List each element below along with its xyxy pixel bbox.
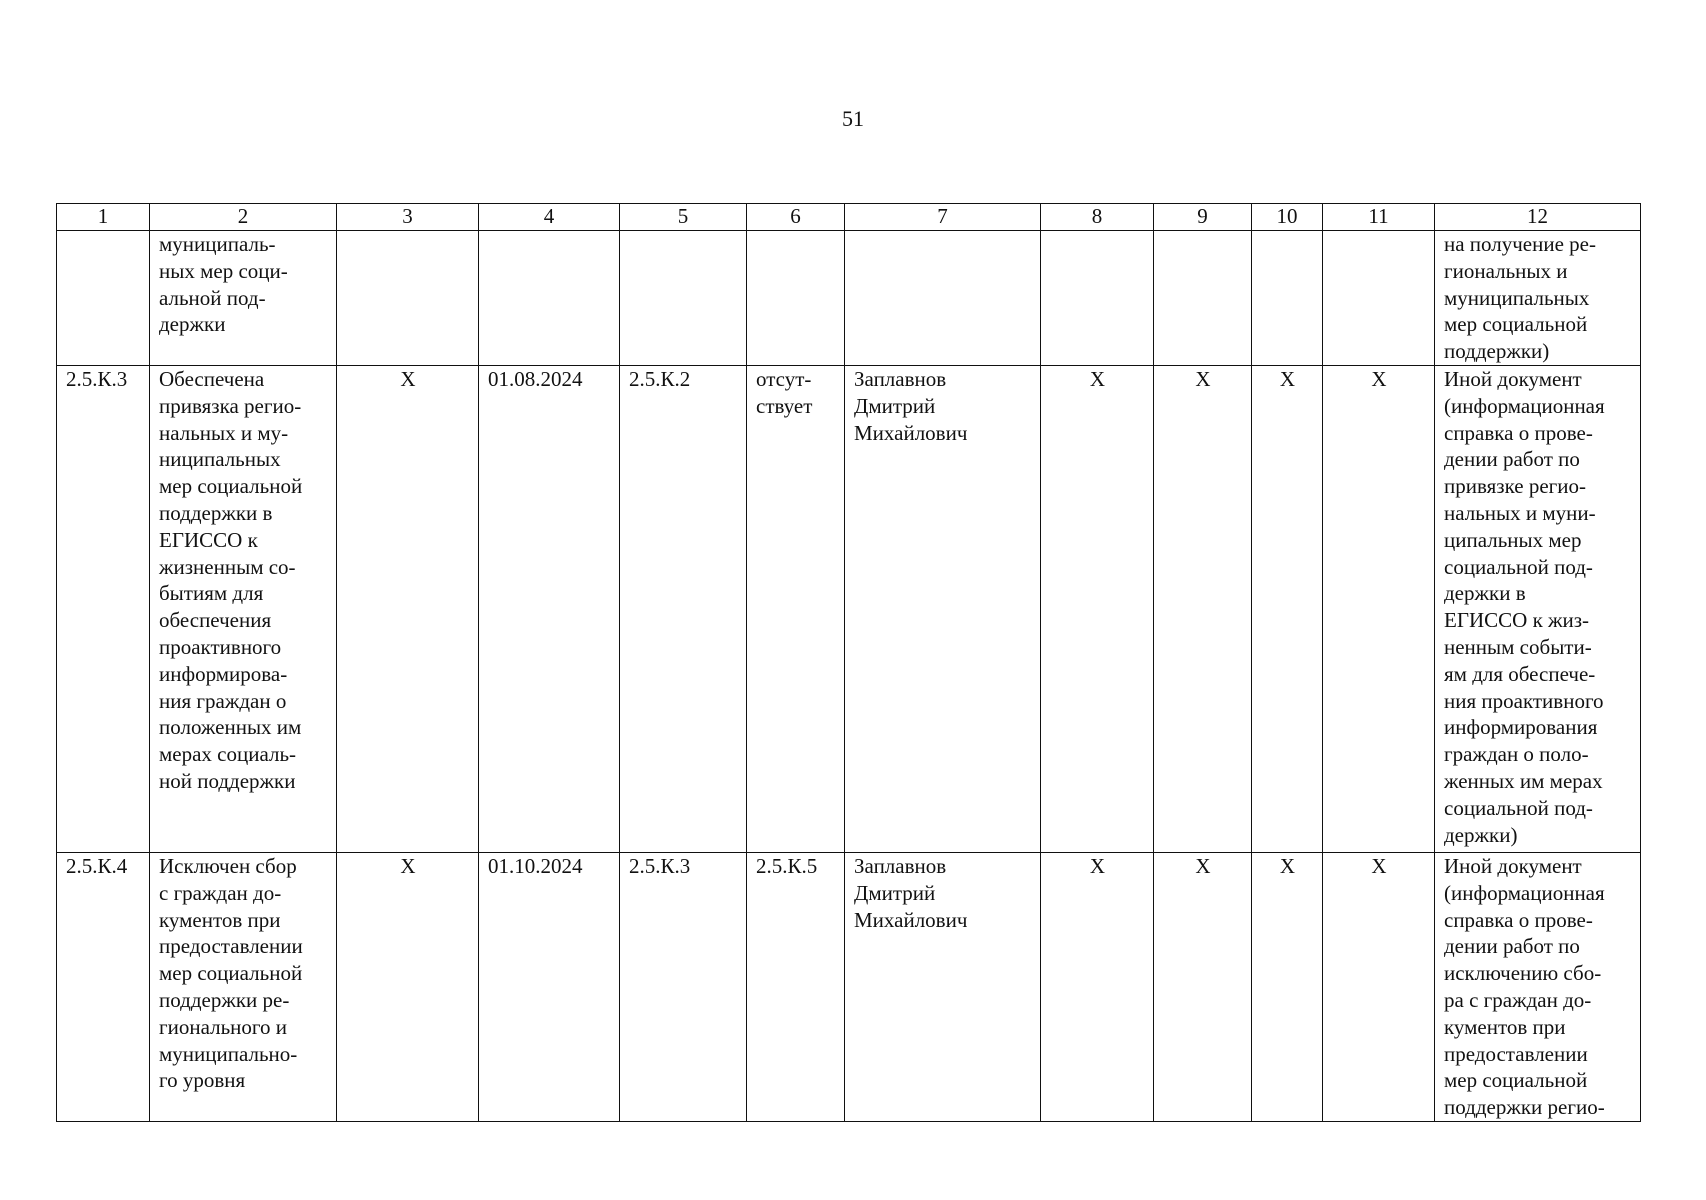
cell-predecessor: 2.5.К.3 xyxy=(620,853,747,1122)
cell-col3: Х xyxy=(337,853,479,1122)
header-row xyxy=(57,204,1641,231)
cell-document: Иной документ (информационная справка о прове- дении работ по исключению сбо- ра с граждан до- кументов при предоставлении мер социальной поддержки регио- xyxy=(1435,853,1641,1122)
cell-col8 xyxy=(1041,231,1154,366)
cell-title: Исключен сбор с граждан до- кументов при предоставлении мер социальной поддержки ре- гионального и муниципально- го уровня xyxy=(150,853,337,1122)
cell-col10: Х xyxy=(1252,853,1323,1122)
cell-date: 01.08.2024 xyxy=(479,366,620,853)
cell-successor xyxy=(747,231,845,366)
column-header: 10 xyxy=(1252,204,1323,231)
cell-id: 2.5.К.4 xyxy=(57,853,150,1122)
cell-successor: 2.5.К.5 xyxy=(747,853,845,1122)
table-row xyxy=(57,366,1641,853)
cell-col3 xyxy=(337,231,479,366)
column-header: 5 xyxy=(620,204,747,231)
cell-col8: Х xyxy=(1041,366,1154,853)
cell-title: муниципаль- ных мер соци- альной под- держки xyxy=(150,231,337,366)
table-row xyxy=(57,853,1641,1122)
cell-col9 xyxy=(1154,231,1252,366)
column-header: 2 xyxy=(150,204,337,231)
column-header: 9 xyxy=(1154,204,1252,231)
cell-document: Иной документ (информационная справка о прове- дении работ по привязке регио- нальных и муни- ципальных мер социальной под- держки в ЕГИССО к жиз- ненным событи- ям для обеспече- ния проактивного информирования граждан о поло- женных им мерах социальной под- держки) xyxy=(1435,366,1641,853)
cell-responsible: Заплавнов Дмитрий Михайлович xyxy=(845,853,1041,1122)
column-header: 11 xyxy=(1323,204,1435,231)
table-row xyxy=(57,231,1641,366)
column-header: 6 xyxy=(747,204,845,231)
page-number: 51 xyxy=(842,106,864,131)
cell-col11 xyxy=(1323,231,1435,366)
cell-responsible: Заплавнов Дмитрий Михайлович xyxy=(845,366,1041,853)
cell-document: на получение ре- гиональных и муниципальных мер социальной поддержки) xyxy=(1435,231,1641,366)
cell-col11: Х xyxy=(1323,853,1435,1122)
cell-col3: Х xyxy=(337,366,479,853)
cell-date: 01.10.2024 xyxy=(479,853,620,1122)
cell-title: Обеспечена привязка регио- нальных и му- ниципальных мер социальной поддержки в ЕГИССО к жизненным со- бытиям для обеспечения проактивного информирова- ния граждан о положенных им мерах социаль- ной поддержки xyxy=(150,366,337,853)
column-header: 12 xyxy=(1435,204,1641,231)
cell-col11: Х xyxy=(1323,366,1435,853)
cell-col10 xyxy=(1252,231,1323,366)
cell-col10: Х xyxy=(1252,366,1323,853)
cell-predecessor: 2.5.К.2 xyxy=(620,366,747,853)
cell-col9: Х xyxy=(1154,366,1252,853)
column-header: 7 xyxy=(845,204,1041,231)
cell-predecessor xyxy=(620,231,747,366)
cell-id: 2.5.К.3 xyxy=(57,366,150,853)
cell-successor: отсут- ствует xyxy=(747,366,845,853)
column-header: 1 xyxy=(57,204,150,231)
cell-date xyxy=(479,231,620,366)
plan-table xyxy=(56,203,1641,1122)
cell-responsible xyxy=(845,231,1041,366)
column-header: 3 xyxy=(337,204,479,231)
cell-col9: Х xyxy=(1154,853,1252,1122)
cell-col8: Х xyxy=(1041,853,1154,1122)
column-header: 4 xyxy=(479,204,620,231)
column-header: 8 xyxy=(1041,204,1154,231)
cell-id xyxy=(57,231,150,366)
